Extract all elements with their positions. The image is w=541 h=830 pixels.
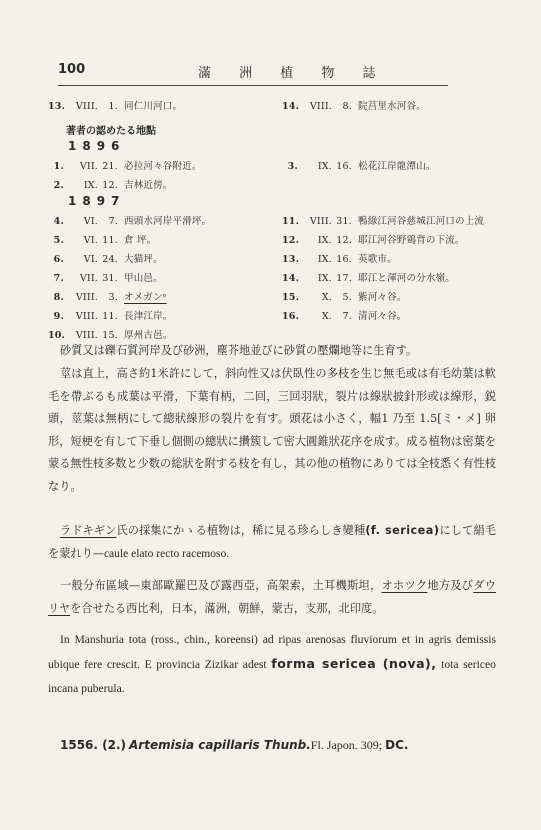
year-1896: 1896 [68,139,126,153]
subheading-author-localities: 著者の認めたる地點 [66,126,156,137]
distribution-paragraph [48,575,496,620]
variety-text-b: にして絹毛を蒙れり— [48,524,496,560]
latin-bold-form: forma sericea (nova), [271,656,437,671]
distribution-mid: 地方及び [427,579,474,592]
record-top-right [282,98,426,112]
species-citation: Fl. Japon. 309; [310,738,383,752]
record-month: VIII. [309,101,332,112]
record-1897-14: 14. IX. 17. 耶江と渾河の分水嶺。 [282,273,456,284]
record-top-left [48,98,182,112]
record-1896-3: 3. IX. 16. 松花江岸龍潭山。 [287,161,436,172]
record-place: 院莒里水河谷。 [358,101,426,112]
record-day: 8. [342,101,352,112]
latin-text: In Manshuria tota (ross., chin., koreensi) ad ripas arenosas fluviorum et in agris demissis ubique fere crescit. E provincia Zizikar adest [48,633,496,671]
species-name: Artemisia capillaris Thunb. [129,738,311,752]
variety-latin: caule elato recto racemoso. [103,547,230,560]
record-1897-16: 16. X. 7. 清河々谷。 [282,311,407,322]
record-1897-11: 11. VIII. 31. 鴨綠江河谷慈城江河口の上流 [282,216,485,227]
latin-paragraph [48,628,496,701]
record-1897-5: 5. VI. 11. 倉 坪。 [53,235,157,246]
year-1897: 1897 [68,194,126,208]
dauria-name: ダウリヤ [48,579,496,615]
record-1897-15: 15. X. 5. 紫河々谷。 [282,292,407,303]
variety-paragraph [48,520,496,565]
header-rule [58,85,448,86]
variety-text-a: 氏の採集にかゝる植物は，稀に見る珍らしき變種 [116,524,366,537]
record-index: 14. [282,101,300,112]
page-header [58,62,448,80]
record-1897-6: 6. VI. 24. 大猫坪。 [53,254,163,265]
record-1896-2: 2. IX. 12. 吉林近傍。 [53,180,173,191]
description-paragraph: 莖は直上，高さ約1米許にして，斜向性又は伏臥性の多枝を生じ無毛或は有毛幼葉は軟毛を帶ぶるも成葉は平滑，下葉有柄，二回，三回羽狀，裂片は線狀披針形或は線形，鋭頭，莖葉は無柄にして總狀線形の裂片を有す。頭花は小さく，幅1 乃至 1.5[ミ・メ] 卵形，短梗を有して下垂し個側の總狀に攢簇して密大圓錐狀花序を成す。成る植物は密葉を蒙る無性枝多数と少数の総狀を附する枝を有し，其の他の植物にありては全枝悉く有性枝なり。 [48,367,496,493]
record-place: 同仁川河口。 [124,101,183,112]
species-number: 1556. (2.) [60,738,127,752]
species-heading [60,738,408,753]
page-number: 100 [58,62,86,77]
record-month: VIII. [75,101,98,112]
record-index: 13. [48,101,66,112]
record-1896-1: 1. VII. 21. 必拉河々谷附近。 [53,161,202,172]
okhotsk-name: オホツク [381,579,428,592]
record-1897-13: 13. IX. 16. 英歌市。 [282,254,397,265]
record-1897-7: 7. VII. 31. 甲山邑。 [53,273,163,284]
record-1897-10: 10. VIII. 15. 厚州古邑。 [48,330,173,341]
distribution-suffix: を合せたる西比利，日本，滿洲，朝鮮，蒙古，支那，北印度。 [70,601,384,615]
distribution-prefix: 一般分布區域—東部歐羅巴及び露西亞，高架索，土耳機斯坦， [60,579,382,592]
form-name: (f. sericea) [365,524,440,537]
record-1897-9: 9. VIII. 11. 長津江岸。 [53,311,173,322]
habitat-paragraph: 砂質又は礫石質河岸及び砂洲，塵芥地並びに砂質の壓爛地等に生育す。 [60,344,418,357]
record-1897-8: 8. VIII. 3. オメガンᵒ [53,292,167,303]
running-title: 滿 洲 植 物 誌 [198,66,388,81]
latin-end: tota sericeo incana puberula. [48,658,496,695]
record-day: 1. [108,101,118,112]
collector-name: ラドキギン [60,524,117,537]
species-authority: DC. [385,738,409,752]
record-1897-4: 4. VI. 7. 西頭水河岸平滑坪。 [53,216,212,227]
record-1897-12: 12. IX. 12. 耶江河谷野鶏背の下流。 [282,235,465,246]
